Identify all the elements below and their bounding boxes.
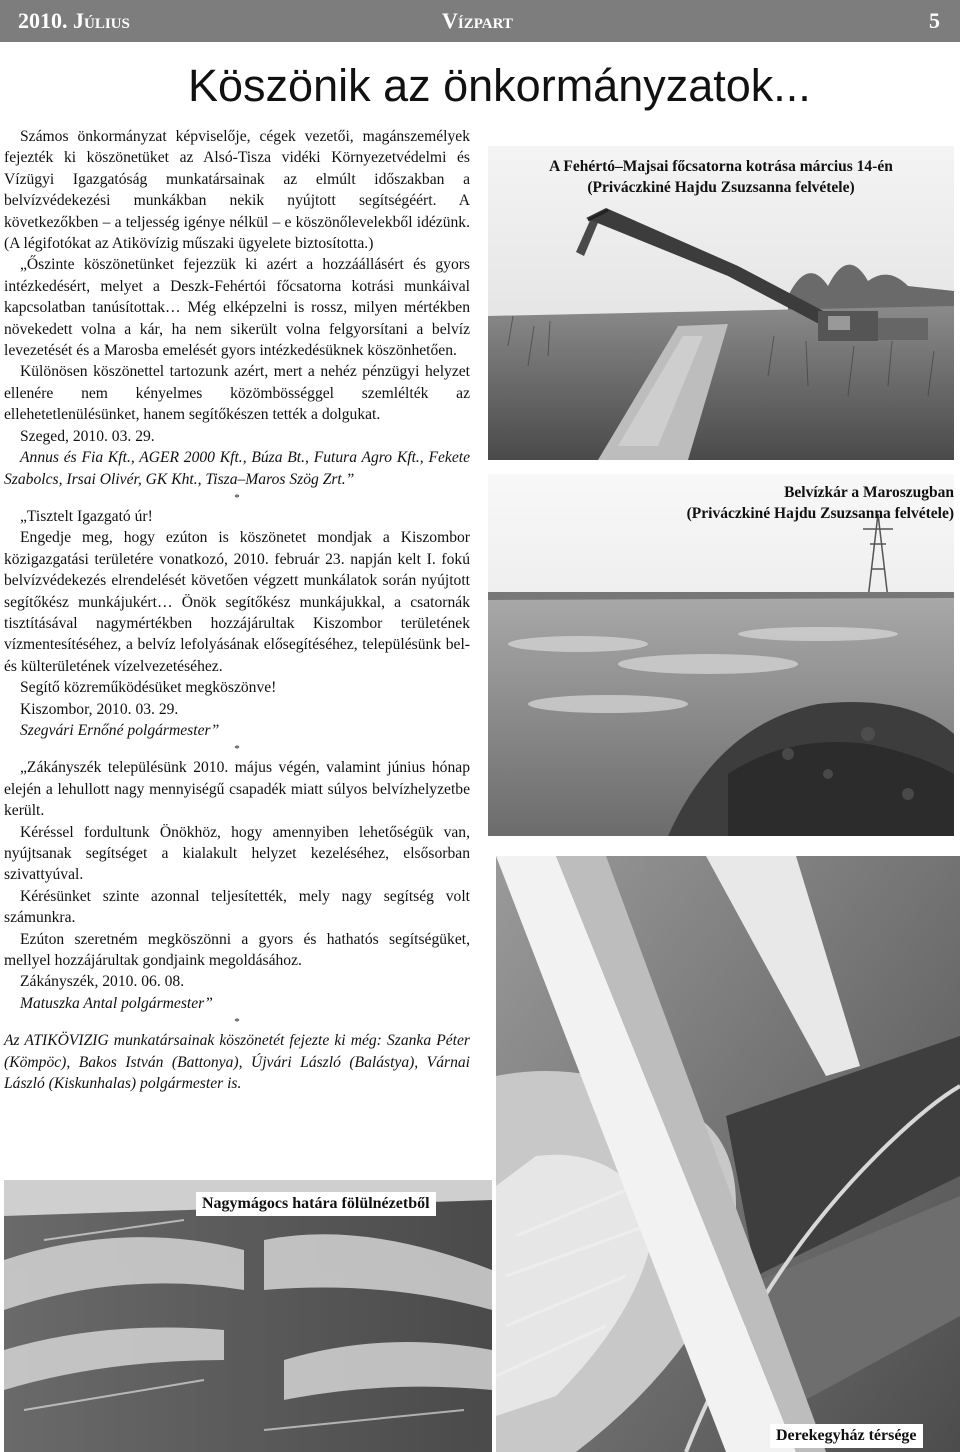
letter3-place-date: Zákányszék, 2010. 06. 08.	[20, 973, 185, 991]
letter2-greeting: „Tisztelt Igazgató úr!	[20, 507, 153, 525]
header-year: 2010.	[18, 8, 68, 33]
intro-paragraph: Számos önkormányzat képviselője, cégek vezetői, magánszemélyek fejezték ki köszönetüket az Alsó-Tisza vidéki Környezetvédelmi és Vízügyi Igazgatóság munkatársainak az elmúlt időszakban a belvízvédekezési munkákban nekik nyújtott segítségéért. A következőkben – a teljesség igénye nélkül – e köszönőlevelekből idézünk. (A légifotókat az Atikövízig műszaki ügyelete biztosította.)	[4, 128, 470, 253]
letter3-paragraph2: Kéréssel fordultunk Önökhöz, hogy amennyiben lehetőségük van, nyújtsanak segítséget a kialakult helyzet kezeléséhez, elsősorban szivattyúval.	[4, 823, 470, 884]
article-text-column	[4, 126, 470, 1094]
letter3-paragraph3: Kérésünket szinte azonnal teljesítették, mely nagy segítség volt számunkra.	[4, 887, 470, 927]
photo3-caption: Nagymágocs határa fölülnézetből	[196, 1192, 436, 1216]
header-month: Július	[73, 8, 130, 33]
photo-flooded-field	[488, 474, 954, 836]
photo2-caption-credit: (Priváczkiné Hajdu Zsuzsanna felvétele)	[686, 505, 954, 522]
photo-aerial-derekegyhaz	[496, 856, 960, 1452]
letter1-paragraph2: Különösen köszönettel tartozunk azért, mert a nehéz pénzügyi helyzet ellenére nem kényelmes közömbösséggel szemlélték az ellehetetlenülésünket, hanem segítőkészen tették a dolgukat.	[4, 363, 470, 424]
page-header	[0, 0, 960, 42]
letter2-paragraph2: Segítő közreműködésüket megköszönve!	[20, 679, 277, 697]
letter3-signature: Matuszka Antal polgármester”	[20, 994, 213, 1012]
separator-star-2: *	[234, 743, 240, 756]
photo1-caption	[488, 156, 954, 198]
photo2-caption-title: Belvízkár a Maroszugban	[784, 484, 954, 501]
letter3-paragraph4: Ezúton szeretném megköszönni a gyors és hathatós segítségüket, mellyel hozzájárultak gondjaink megoldásához.	[4, 930, 470, 970]
header-page-number: 5	[929, 8, 940, 33]
header-paper-name: Vízpart	[442, 8, 513, 33]
separator-star-3: *	[234, 1016, 240, 1029]
letter2-paragraph1: Engedje meg, hogy ezúton is köszönetet mondjak a Kiszombor közigazgatási területére vonatkozó, 2010. február 23. napján kelt I. fokú belvízvédekezés elrendelését követően végzett munkálatok során nyújtott segítőkész munkájukért… Önök segítőkész munkájukkal, a csatornák tisztításával nagymértékben hozzájárultak Kiszombor területének vízmentesítéséhez, a belvíz lefolyásának elősegítéséhez, településünk bel- és külterületének vízelvezetéséhez.	[4, 529, 470, 675]
letter1-signature: Annus és Fia Kft., AGER 2000 Kft., Búza Bt., Futura Agro Kft., Fekete Szabolcs, Irsai Olivér, GK Kht., Tisza–Maros Szög Zrt.”	[4, 449, 470, 488]
photo-aerial-nagymagocs	[4, 1180, 492, 1452]
photo4-caption: Derekegyház térsége	[770, 1424, 923, 1448]
article-title: Köszönik az önkormányzatok...	[188, 60, 811, 111]
letter2-place-date: Kiszombor, 2010. 03. 29.	[20, 700, 179, 718]
letter2-signature: Szegvári Ernőné polgármester”	[20, 721, 220, 739]
letter3-paragraph1: „Zákányszék településünk 2010. május végén, valamint június hónap elején a lehullott nagy mennyiségű csapadék miatt súlyos belvízhelyzetbe került.	[4, 759, 470, 820]
header-date	[18, 8, 130, 34]
photo1-caption-title: A Fehértó–Majsai főcsatorna kotrása március 14-én	[549, 158, 893, 175]
separator-star-1: *	[234, 491, 240, 504]
closing-paragraph: Az ATIKÖVIZIG munkatársainak köszönetét fejezte ki még: Szanka Péter (Kömpöc), Bakos István (Battonya), Újvári László (Balástya), Várnai László (Kiskunhalas) polgármester is.	[4, 1032, 470, 1093]
photo2-caption	[600, 482, 954, 524]
photo1-caption-credit: (Priváczkiné Hajdu Zsuzsanna felvétele)	[587, 179, 855, 196]
letter1-place-date: Szeged, 2010. 03. 29.	[20, 427, 155, 445]
letter1-paragraph1: „Őszinte köszönetünket fejezzük ki azért a hozzáállásért és gyors intézkedésért, melyet a Deszk-Fehértói főcsatorna kotrási munkáival kapcsolatban tanúsítottak… Még elképzelni is rossz, milyen mértékben növekedett volna a kár, ha nem sikerült volna felgyorsítani a belvíz levezetését és a Marosba emelését gyors intézkedésüknek köszönhetően.	[4, 256, 470, 360]
